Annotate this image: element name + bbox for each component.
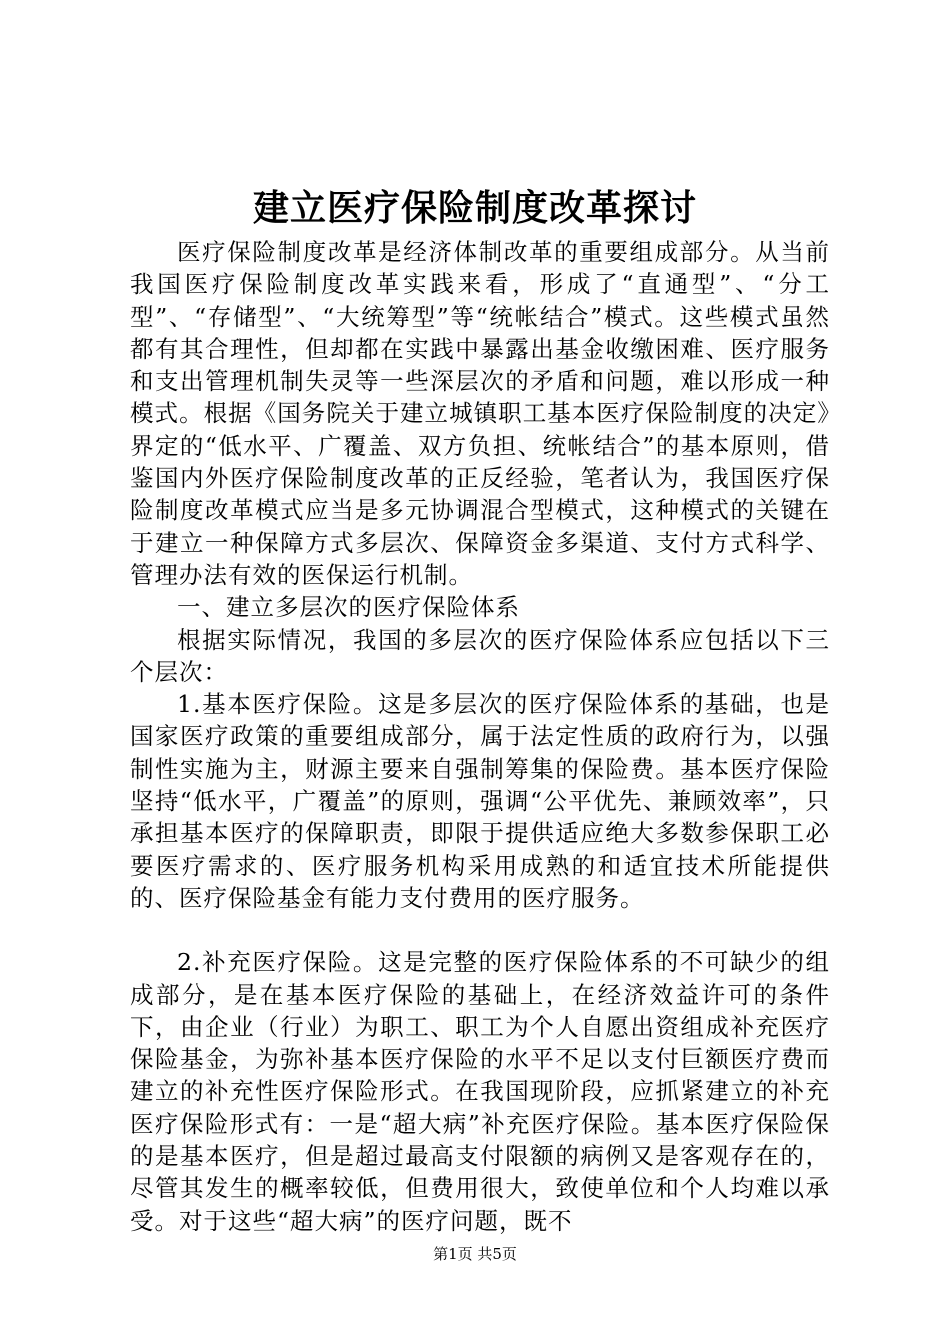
document-title: 建立医疗保险制度改革探讨 xyxy=(252,187,697,229)
paragraph-supplementary-insurance: 2.补充医疗保险。这是完整的医疗保险体系的不可缺少的组成部分，是在基本医疗保险的基础上，在经济效益许可的条件下，由企业（行业）为职工、职工为个人自愿出资组成补充医疗保险基金，为弥补基本医疗保险的水平不足以支付巨额医疗费而建立的补充性医疗保险形式。在我国现阶段，应抓紧建立的补充医疗保险形式有：一是“超大病”补充医疗保险。基本医疗保险保的是基本医疗，但是超过最高支付限额的病例又是客观存在的，尽管其发生的概率较低，但费用很大，致使单位和个人均难以承受。对于这些“超大病”的医疗问题，既不 xyxy=(130,948,830,1235)
paragraph-intro: 医疗保险制度改革是经济体制改革的重要组成部分。从当前我国医疗保险制度改革实践来看，形成了“直通型”、“分工型”、“存储型”、“大统筹型”等“统帐结合”模式。这些模式虽然都有其合理性，但却都在实践中暴露出基金收缴困难、医疗服务和支出管理机制失灵等一些深层次的矛盾和问题，难以形成一种模式。根据《国务院关于建立城镇职工基本医疗保险制度的决定》界定的“低水平、广覆盖、双方负担、统帐结合”的基本原则，借鉴国内外医疗保险制度改革的正反经验，笔者认为，我国医疗保险制度改革模式应当是多元协调混合型模式，这种模式的关键在于建立一种保障方式多层次、保障资金多渠道、支付方式科学、管理办法有效的医保运行机制。 xyxy=(130,238,830,589)
section-heading: 一、建立多层次的医疗保险体系 xyxy=(177,593,520,622)
paragraph-basic-insurance: 1.基本医疗保险。这是多层次的医疗保险体系的基础，也是国家医疗政策的重要组成部分，属于法定性质的政府行为，以强制性实施为主，财源主要来自强制筹集的保险费。基本医疗保险坚持“低水平，广覆盖”的原则，强调“公平优先、兼顾效率”，只承担基本医疗的保障职责，即限于提供适应绝大多数参保职工必要医疗需求的、医疗服务机构采用成熟的和适宜技术所能提供的、医疗保险基金有能力支付费用的医疗服务。 xyxy=(130,690,830,912)
document-body xyxy=(130,236,830,1237)
page-footer: 第1页 共5页 xyxy=(433,1245,517,1263)
paragraph-levels: 根据实际情况，我国的多层次的医疗保险体系应包括以下三个层次： xyxy=(130,625,830,686)
